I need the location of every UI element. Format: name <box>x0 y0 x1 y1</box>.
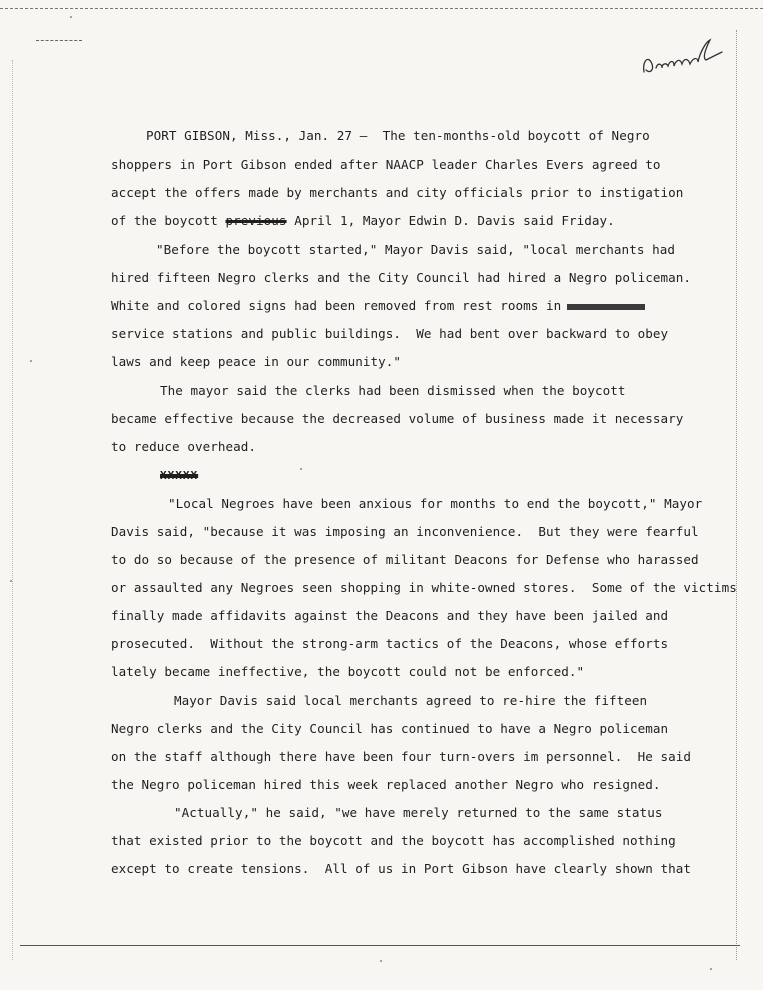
struck-word: previous <box>225 213 287 228</box>
text-line: on the staff although there have been four turn-overs im personnel. He said <box>111 749 692 764</box>
bottom-rule <box>20 945 740 946</box>
corner-mark <box>36 40 82 45</box>
text-line: or assaulted any Negroes seen shopping in white-owned stores. Some of the victims <box>111 580 737 595</box>
text-line: hired fifteen Negro clerks and the City Council had hired a Negro policeman. <box>111 270 692 285</box>
scan-speck <box>70 16 72 18</box>
text-line <box>111 213 615 229</box>
page-right-edge <box>736 30 737 960</box>
text-line: except to create tensions. All of us in Port Gibson have clearly shown that <box>111 861 692 876</box>
text-line: Davis said, "because it was imposing an inconvenience. But they were fearful <box>111 524 699 539</box>
text-line: "Local Negroes have been anxious for months to end the boycott," Mayor <box>168 496 703 511</box>
text-line: to do so because of the presence of militant Deacons for Defense who harassed <box>111 552 699 567</box>
text-line: the Negro policeman hired this week replaced another Negro who resigned. <box>111 777 661 792</box>
text-line: finally made affidavits against the Deacons and they have been jailed and <box>111 608 669 623</box>
text-line <box>111 298 645 314</box>
scan-speck <box>30 360 32 362</box>
handwritten-annotation <box>640 34 730 84</box>
text-line: prosecuted. Without the strong-arm tactics of the Deacons, whose efforts <box>111 636 669 651</box>
text-line: shoppers in Port Gibson ended after NAACP leader Charles Evers agreed to <box>111 157 661 172</box>
text-line: Negro clerks and the City Council has continued to have a Negro policeman <box>111 721 669 736</box>
text-line-start: of the boycott <box>111 213 218 228</box>
text-line: service stations and public buildings. We had bent over backward to obey <box>111 326 669 341</box>
scan-speck <box>710 968 712 970</box>
scan-speck <box>10 580 12 582</box>
scan-speck <box>300 468 302 470</box>
struck-heading: XXXXX <box>160 469 199 482</box>
struck-out-text <box>567 304 645 310</box>
text-line: to reduce overhead. <box>111 439 257 454</box>
text-line: Mayor Davis said local merchants agreed to re-hire the fifteen <box>174 693 648 708</box>
text-line: "Before the boycott started," Mayor Davis said, "local merchants had <box>156 242 675 257</box>
text-line-end: April 1, Mayor Edwin D. Davis said Friday. <box>286 213 615 228</box>
text-line: accept the offers made by merchants and city officials prior to instigation <box>111 185 684 200</box>
text-line: that existed prior to the boycott and the boycott has accomplished nothing <box>111 833 676 848</box>
page-left-edge <box>12 60 13 960</box>
text-line: lately became ineffective, the boycott could not be enforced." <box>111 664 585 679</box>
text-line: became effective because the decreased volume of business made it necessary <box>111 411 684 426</box>
text-line: "Actually," he said, "we have merely returned to the same status <box>174 805 663 820</box>
text-line: PORT GIBSON, Miss., Jan. 27 — The ten-months-old boycott of Negro <box>146 128 650 143</box>
text-line: The mayor said the clerks had been dismissed when the boycott <box>160 383 626 398</box>
text-line: laws and keep peace in our community." <box>111 354 402 369</box>
scan-speck <box>380 960 382 962</box>
text-line-start: White and colored signs had been removed from rest rooms in <box>111 298 562 313</box>
page-top-edge <box>0 0 763 9</box>
